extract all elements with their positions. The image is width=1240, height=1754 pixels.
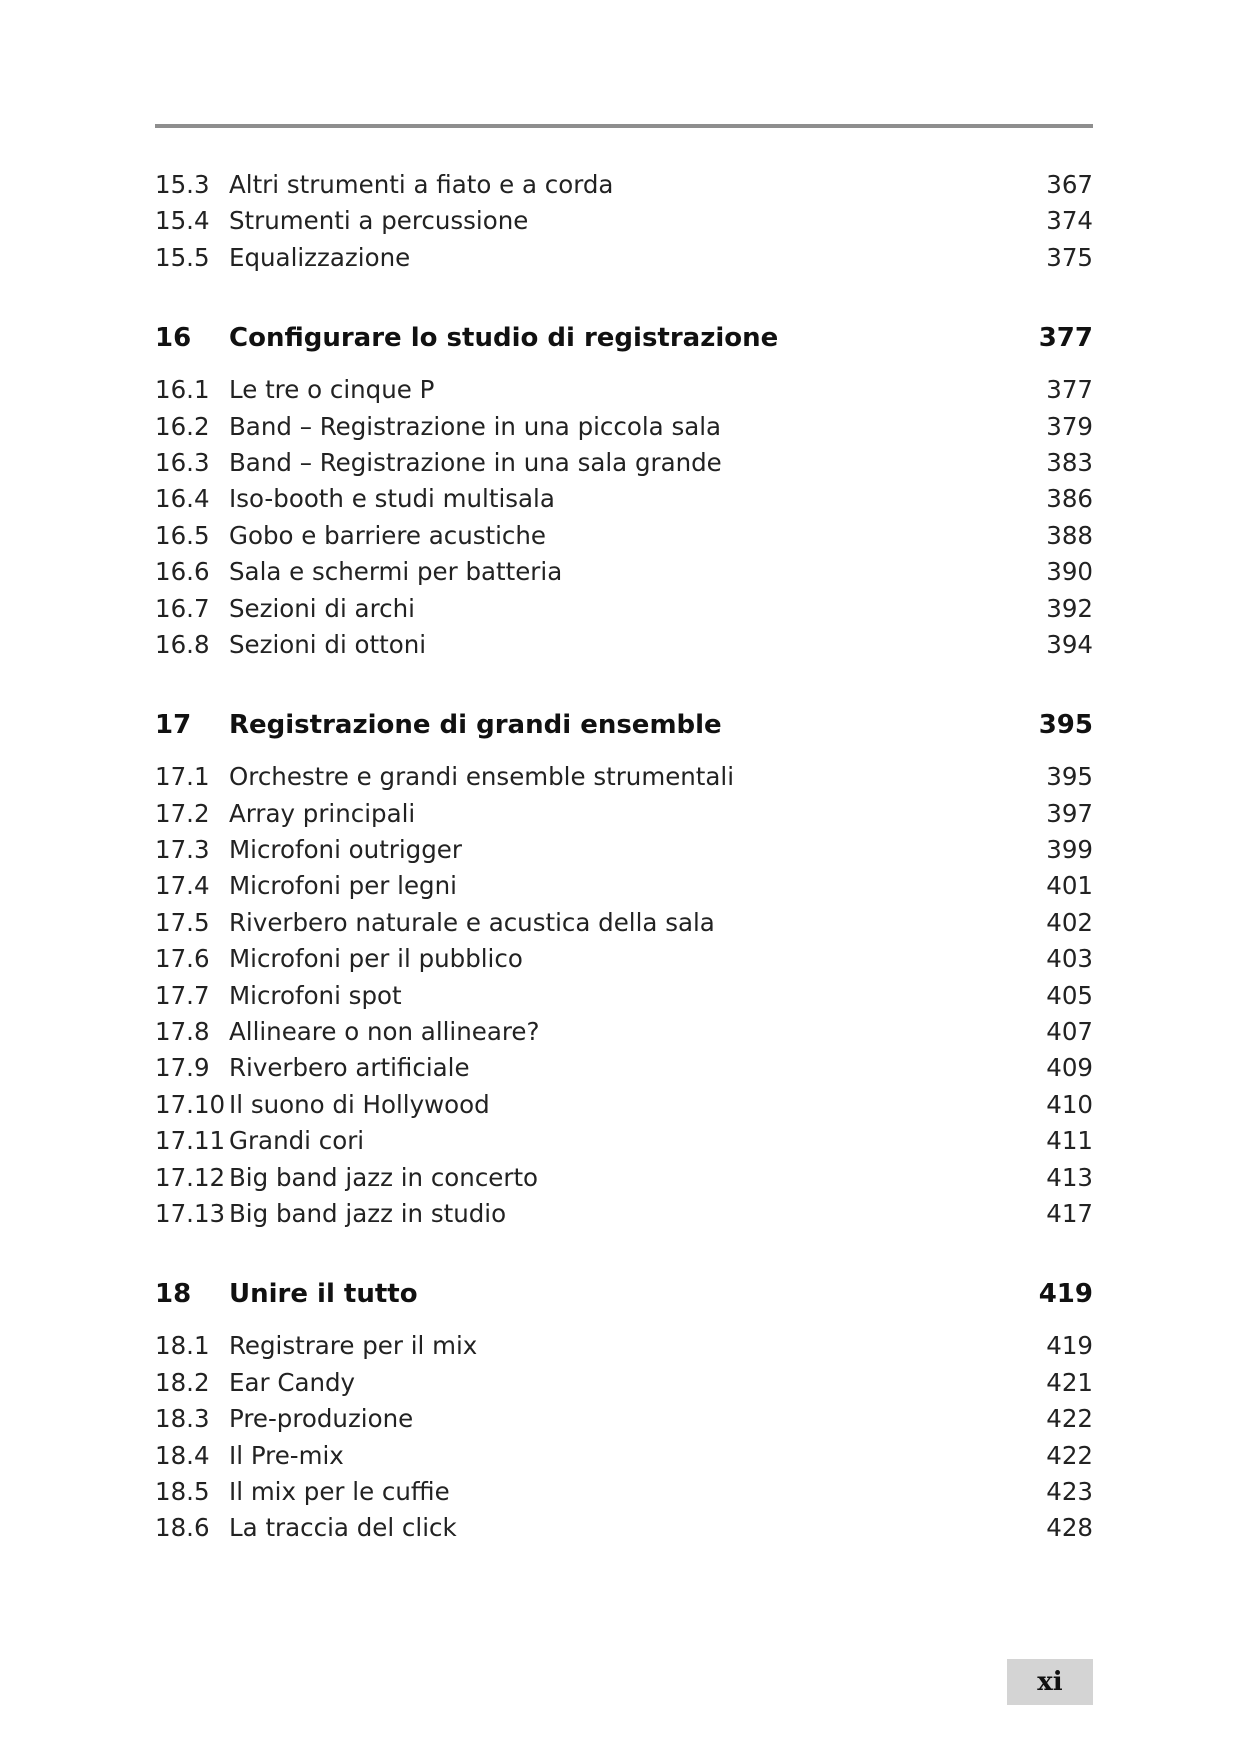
chapter-group [155, 697, 1093, 1232]
toc-entry[interactable] [155, 796, 1093, 832]
section-page-number: 417 [1046, 1198, 1093, 1228]
toc-entry[interactable] [155, 1438, 1093, 1474]
section-title: La traccia del click [229, 1513, 457, 1543]
section-number: 16.1 [155, 375, 210, 405]
section-number: 18.4 [155, 1440, 210, 1470]
section-title: Array principali [229, 798, 416, 828]
toc-entry[interactable] [155, 481, 1093, 517]
toc-entry[interactable] [155, 240, 1093, 276]
toc-entry[interactable] [155, 1087, 1093, 1123]
section-title: Il mix per le cuffie [229, 1476, 450, 1506]
toc-entry[interactable] [155, 1014, 1093, 1050]
continued-section-group [155, 167, 1093, 276]
toc-entry[interactable] [155, 1328, 1093, 1364]
section-title: Registrare per il mix [229, 1331, 478, 1361]
toc-entry[interactable] [155, 203, 1093, 239]
section-number: 16.6 [155, 557, 210, 587]
header-rule [155, 124, 1093, 128]
section-title: Band – Registrazione in una sala grande [229, 447, 722, 477]
section-number: 17.9 [155, 1053, 210, 1083]
page-number-badge [1007, 1659, 1093, 1705]
chapter-group [155, 1266, 1093, 1546]
section-number: 17.13 [155, 1198, 226, 1228]
section-number: 15.5 [155, 242, 210, 272]
section-page-number: 403 [1046, 944, 1093, 974]
section-page-number: 409 [1046, 1053, 1093, 1083]
section-number: 17.4 [155, 871, 210, 901]
section-title: Big band jazz in concerto [229, 1162, 539, 1192]
section-page-number: 388 [1046, 520, 1093, 550]
section-page-number: 394 [1046, 629, 1093, 659]
section-page-number: 422 [1046, 1440, 1093, 1470]
section-page-number: 386 [1046, 484, 1093, 514]
section-title: Allineare o non allineare? [229, 1017, 540, 1047]
section-number: 17.12 [155, 1162, 226, 1192]
chapter-number: 17 [155, 710, 192, 741]
chapter-page-number: 395 [1038, 710, 1093, 741]
section-page-number: 375 [1046, 242, 1093, 272]
chapter-heading[interactable] [155, 697, 1093, 753]
chapter-number: 16 [155, 323, 192, 354]
section-page-number: 374 [1046, 206, 1093, 236]
chapter-page-number: 377 [1038, 323, 1093, 354]
section-title: Sala e schermi per batteria [229, 557, 563, 587]
section-page-number: 411 [1046, 1126, 1093, 1156]
section-page-number: 407 [1046, 1017, 1093, 1047]
section-title: Strumenti a percussione [229, 206, 529, 236]
chapter-title: Unire il tutto [229, 1279, 418, 1310]
section-number: 16.3 [155, 447, 210, 477]
section-page-number: 401 [1046, 871, 1093, 901]
section-page-number: 397 [1046, 798, 1093, 828]
section-number: 17.10 [155, 1089, 226, 1119]
toc-entry[interactable] [155, 1050, 1093, 1086]
section-title: Le tre o cinque P [229, 375, 435, 405]
toc-entry[interactable] [155, 372, 1093, 408]
section-page-number: 419 [1046, 1331, 1093, 1361]
section-number: 17.8 [155, 1017, 210, 1047]
toc-entry[interactable] [155, 627, 1093, 663]
section-page-number: 422 [1046, 1404, 1093, 1434]
section-page-number: 413 [1046, 1162, 1093, 1192]
section-title: Sezioni di archi [229, 593, 415, 623]
section-title: Riverbero artificiale [229, 1053, 470, 1083]
section-number: 18.2 [155, 1367, 210, 1397]
toc-entry[interactable] [155, 941, 1093, 977]
toc-entry[interactable] [155, 409, 1093, 445]
toc-entry[interactable] [155, 1510, 1093, 1546]
section-title: Altri strumenti a fiato e a corda [229, 170, 614, 199]
section-number: 17.5 [155, 907, 210, 937]
section-number: 17.2 [155, 798, 210, 828]
section-number: 15.3 [155, 170, 210, 199]
section-number: 18.5 [155, 1476, 210, 1506]
chapter-title: Configurare lo studio di registrazione [229, 323, 779, 354]
section-number: 15.4 [155, 206, 210, 236]
section-title: Band – Registrazione in una piccola sala [229, 411, 722, 441]
table-of-contents [155, 167, 1093, 1581]
toc-entry[interactable] [155, 591, 1093, 627]
section-title: Gobo e barriere acustiche [229, 520, 546, 550]
chapter-heading[interactable] [155, 310, 1093, 366]
toc-entry[interactable] [155, 1365, 1093, 1401]
section-page-number: 405 [1046, 980, 1093, 1010]
section-number: 17.3 [155, 835, 210, 865]
section-page-number: 402 [1046, 907, 1093, 937]
page-number: xi [1037, 1667, 1063, 1697]
toc-entry[interactable] [155, 1160, 1093, 1196]
section-number: 17.7 [155, 980, 210, 1010]
section-page-number: 428 [1046, 1513, 1093, 1543]
section-page-number: 395 [1046, 762, 1093, 792]
section-page-number: 392 [1046, 593, 1093, 623]
section-title: Sezioni di ottoni [229, 629, 427, 659]
toc-entry[interactable] [155, 905, 1093, 941]
section-page-number: 367 [1046, 170, 1093, 199]
section-page-number: 383 [1046, 447, 1093, 477]
toc-entry[interactable] [155, 832, 1093, 868]
section-number: 16.7 [155, 593, 210, 623]
section-page-number: 423 [1046, 1476, 1093, 1506]
chapter-number: 18 [155, 1279, 192, 1310]
chapter-title: Registrazione di grandi ensemble [229, 710, 722, 741]
toc-entry[interactable] [155, 445, 1093, 481]
toc-entry[interactable] [155, 1196, 1093, 1232]
toc-entry[interactable] [155, 1474, 1093, 1510]
section-title: Microfoni spot [229, 980, 402, 1010]
toc-entry[interactable] [155, 759, 1093, 795]
section-page-number: 399 [1046, 835, 1093, 865]
section-title: Big band jazz in studio [229, 1198, 507, 1228]
section-page-number: 377 [1046, 375, 1093, 405]
section-number: 16.4 [155, 484, 210, 514]
toc-entry[interactable] [155, 978, 1093, 1014]
section-number: 16.5 [155, 520, 210, 550]
toc-entry[interactable] [155, 1123, 1093, 1159]
section-number: 18.1 [155, 1331, 210, 1361]
section-title: Microfoni per il pubblico [229, 944, 523, 974]
section-title: Equalizzazione [229, 242, 411, 272]
toc-entry[interactable] [155, 1401, 1093, 1437]
section-number: 17.1 [155, 762, 210, 792]
section-title: Il Pre-mix [229, 1440, 344, 1470]
section-title: Ear Candy [229, 1367, 356, 1397]
section-number: 16.8 [155, 629, 210, 659]
section-page-number: 421 [1046, 1367, 1093, 1397]
chapter-group [155, 310, 1093, 663]
section-number: 18.3 [155, 1404, 210, 1434]
section-title: Microfoni outrigger [229, 835, 462, 865]
chapter-heading[interactable] [155, 1266, 1093, 1322]
section-title: Pre-produzione [229, 1404, 414, 1434]
toc-entry[interactable] [155, 868, 1093, 904]
section-page-number: 410 [1046, 1089, 1093, 1119]
section-title: Riverbero naturale e acustica della sala [229, 907, 715, 937]
section-title: Orchestre e grandi ensemble strumentali [229, 762, 735, 792]
section-number: 16.2 [155, 411, 210, 441]
section-number: 18.6 [155, 1513, 210, 1543]
section-title: Il suono di Hollywood [229, 1089, 490, 1119]
section-number: 17.11 [155, 1126, 226, 1156]
section-number: 17.6 [155, 944, 210, 974]
section-title: Iso-booth e studi multisala [229, 484, 555, 514]
toc-entry[interactable] [155, 167, 1093, 203]
section-page-number: 390 [1046, 557, 1093, 587]
section-page-number: 379 [1046, 411, 1093, 441]
toc-entry[interactable] [155, 518, 1093, 554]
chapter-page-number: 419 [1038, 1279, 1093, 1310]
section-title: Microfoni per legni [229, 871, 457, 901]
section-title: Grandi cori [229, 1126, 365, 1156]
toc-entry[interactable] [155, 554, 1093, 590]
